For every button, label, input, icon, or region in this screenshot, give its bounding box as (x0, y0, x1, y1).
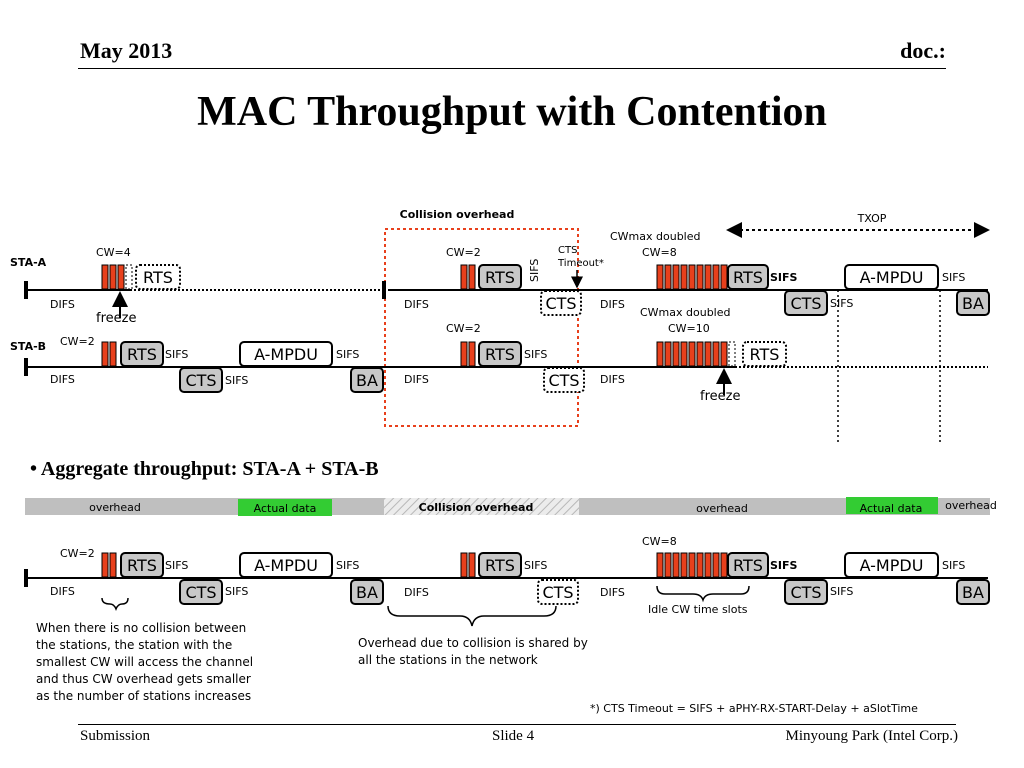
sta-b-cw10-slots-slot (721, 342, 727, 366)
sta-b-cw2-slots-1-slot (110, 342, 116, 366)
sta-a-rts-collide-label: RTS (485, 268, 515, 287)
sta-b-cw10-slots-slot (673, 342, 679, 366)
sta-b-cw2-2: CW=2 (446, 322, 481, 335)
sta-b-cwmax-doubled: CWmax doubled (640, 306, 731, 319)
idle-cw-slots-label: Idle CW time slots (648, 603, 748, 616)
aggregate-throughput-bullet: • Aggregate throughput: STA-A + STA-B (30, 458, 379, 480)
agg-sifs-2: SIFS (225, 585, 249, 598)
sta-a-cw4: CW=4 (96, 246, 131, 259)
sta-a-cwmax-doubled: CWmax doubled (610, 230, 701, 243)
txop-label: TXOP (857, 212, 887, 225)
agg-ampdu-2-label: A-MPDU (859, 556, 924, 575)
agg-rts-collide-label: RTS (485, 556, 515, 575)
collision-region (385, 229, 578, 426)
sta-a-rts-label: RTS (733, 268, 763, 287)
sta-b-cw10-slots-slot-frozen (729, 342, 735, 366)
agg-cw8: CW=8 (642, 535, 677, 548)
sta-a-cts-timeout: CTS Timeout* (558, 245, 604, 269)
footer-author: Minyoung Park (Intel Corp.) (785, 728, 958, 744)
sta-a-sifs-1: SIFS (770, 271, 798, 284)
agg-sifs-3: SIFS (336, 559, 360, 572)
sta-b-cw2-1: CW=2 (60, 335, 95, 348)
bar-overhead-3: overhead (945, 499, 997, 512)
sta-b-cw2-slots-2-slot (469, 342, 475, 366)
agg-collide-slots-slot (469, 553, 475, 577)
sta-a-cw-slots-slot (118, 265, 124, 289)
sta-b-rts-frozen-label: RTS (749, 345, 780, 364)
sta-a-cw8-slots-slot (689, 265, 695, 289)
footer-submission: Submission (80, 728, 151, 744)
sta-a-ba-label: BA (962, 294, 984, 313)
sta-b-cts-missing-label: CTS (548, 371, 580, 390)
sta-a-cw2-slots-slot (461, 265, 467, 289)
sta-b-sifs-4: SIFS (524, 348, 548, 361)
agg-rts-2-label: RTS (733, 556, 763, 575)
sta-a-sifs-2: SIFS (830, 297, 854, 310)
sta-b-cw10-slots-slot (681, 342, 687, 366)
agg-collide-slots-slot (461, 553, 467, 577)
agg-sifs-1: SIFS (165, 559, 189, 572)
sta-b-cw10-slots-slot (689, 342, 695, 366)
sta-b-sifs-1: SIFS (165, 348, 189, 361)
sta-a-freeze-tick (382, 281, 386, 299)
sta-b-sifs-3: SIFS (336, 348, 360, 361)
sta-a-difs-3: DIFS (600, 298, 625, 311)
sta-a-cts-label: CTS (790, 294, 822, 313)
sta-b-cw10-slots-slot (657, 342, 663, 366)
agg-difs-2: DIFS (404, 586, 429, 599)
header-date: May 2013 (80, 38, 173, 63)
sta-a-sifs-rot: SIFS (528, 258, 541, 282)
bar-actual-data-2: Actual data (859, 502, 923, 515)
agg-cw2-slots-slot (110, 553, 116, 577)
sta-b-cw10-slots-slot (697, 342, 703, 366)
sta-b-ba-label: BA (356, 371, 378, 390)
sta-a-rts-frozen-label: RTS (143, 268, 173, 287)
idle-slots-brace (657, 586, 749, 600)
sta-a-cw8-slots-slot (681, 265, 687, 289)
sta-b-rts-collide-label: RTS (485, 345, 515, 364)
sta-a-cw-slots-slot (110, 265, 116, 289)
sta-a-difs-1: DIFS (50, 298, 75, 311)
agg-ba-2-label: BA (962, 583, 984, 602)
bar-collision-overhead: Collision overhead (418, 501, 534, 514)
sta-b-cw2-slots-2-slot (461, 342, 467, 366)
sta-b-cw10-slots-slot (705, 342, 711, 366)
collision-brace (388, 606, 556, 626)
agg-cw2: CW=2 (60, 547, 95, 560)
sta-a-cw-slots-slot (102, 265, 108, 289)
sta-a-cw8-slots-slot (721, 265, 727, 289)
agg-ampdu-1-label: A-MPDU (254, 556, 318, 575)
note-collision-shared: Overhead due to collision is shared by all the stations in the network (358, 636, 588, 667)
agg-difs-3: DIFS (600, 586, 625, 599)
agg-difs-1: DIFS (50, 585, 75, 598)
sta-b-cw10: CW=10 (668, 322, 710, 335)
agg-cw8-slots-slot (721, 553, 727, 577)
agg-cts-2-label: CTS (790, 583, 822, 602)
agg-cw8-slots-slot (689, 553, 695, 577)
sta-a-cw-slots-slot-frozen (126, 265, 132, 289)
sta-a-cw8-slots-slot (665, 265, 671, 289)
sta-a-cw2: CW=2 (446, 246, 481, 259)
agg-ba-1-label: BA (356, 583, 378, 602)
bar-overhead-1: overhead (89, 501, 141, 514)
sta-a-sifs-3: SIFS (942, 271, 966, 284)
sta-b-difs-2: DIFS (404, 373, 429, 386)
agg-cw8-slots-slot (697, 553, 703, 577)
sta-a-cts-missing-label: CTS (545, 294, 577, 313)
agg-cw2-slots-slot (102, 553, 108, 577)
note-no-collision: When there is no collision between the stations, the station with the smallest CW will access the channel and thus CW overhead gets smaller as the number of stations increases (36, 621, 254, 703)
sta-b-cw10-slots-slot (665, 342, 671, 366)
sta-b-label: STA-B (10, 340, 47, 353)
sta-a-cw8: CW=8 (642, 246, 677, 259)
agg-cw8-slots-slot (705, 553, 711, 577)
sta-a-difs-2: DIFS (404, 298, 429, 311)
agg-sifs-5: SIFS (770, 559, 798, 572)
agg-rts-1-label: RTS (127, 556, 157, 575)
sta-a-cw8-slots-slot (697, 265, 703, 289)
sta-b-difs-1: DIFS (50, 373, 75, 386)
agg-cts-1-label: CTS (185, 583, 217, 602)
agg-cw8-slots-slot (657, 553, 663, 577)
header-doc: doc.: (900, 38, 946, 63)
footer-slide-number: Slide 4 (492, 728, 535, 744)
sta-b-cts-1-label: CTS (185, 371, 217, 390)
bar-actual-data-1: Actual data (253, 502, 317, 515)
cw-overhead-brace (102, 598, 128, 609)
sta-a-cw8-slots-slot (657, 265, 663, 289)
sta-a-cw8-slots-slot (673, 265, 679, 289)
sta-b-cw10-slots-slot (713, 342, 719, 366)
sta-b-cw2-slots-1-slot (102, 342, 108, 366)
sta-b-ampdu-label: A-MPDU (254, 345, 318, 364)
page-title: MAC Throughput with Contention (197, 89, 827, 135)
sta-a-ampdu-label: A-MPDU (859, 268, 924, 287)
agg-cw8-slots-slot (681, 553, 687, 577)
agg-cw8-slots-slot (673, 553, 679, 577)
sta-b-rts-1-label: RTS (127, 345, 157, 364)
sta-b-freeze-label: freeze (700, 389, 741, 404)
agg-cts-missing-label: CTS (542, 583, 574, 602)
footnote-cts-timeout: *) CTS Timeout = SIFS + aPHY-RX-START-Delay + aSlotTime (590, 702, 918, 715)
sta-a-cw8-slots-slot (713, 265, 719, 289)
sta-b-difs-3: DIFS (600, 373, 625, 386)
agg-sifs-6: SIFS (830, 585, 854, 598)
collision-overhead-label: Collision overhead (399, 208, 515, 221)
footer-divider (78, 724, 956, 725)
sta-a-label: STA-A (10, 256, 47, 269)
sta-a-cw8-slots-slot (705, 265, 711, 289)
bar-overhead-2: overhead (696, 502, 748, 515)
sta-b-sifs-2: SIFS (225, 374, 249, 387)
agg-cw8-slots-slot (665, 553, 671, 577)
agg-cw8-slots-slot (713, 553, 719, 577)
agg-sifs-7: SIFS (942, 559, 966, 572)
agg-sifs-4: SIFS (524, 559, 548, 572)
sta-a-freeze-label: freeze (96, 311, 137, 326)
sta-a-cw2-slots-slot (469, 265, 475, 289)
